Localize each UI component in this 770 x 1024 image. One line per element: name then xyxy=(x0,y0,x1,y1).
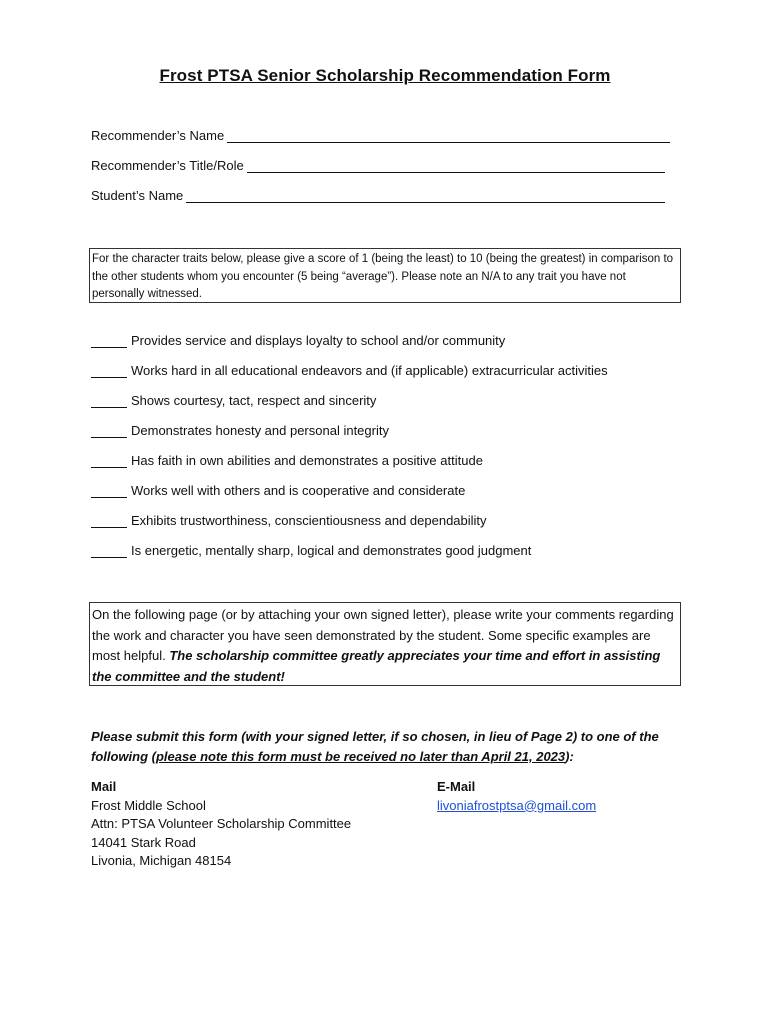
trait-row[interactable] xyxy=(91,393,376,408)
score-blank[interactable] xyxy=(91,485,127,498)
mail-line: Attn: PTSA Volunteer Scholarship Committee xyxy=(91,816,352,831)
trait-label: Works well with others and is cooperative and considerate xyxy=(131,483,466,498)
score-blank[interactable] xyxy=(91,395,127,408)
comments-box xyxy=(89,602,681,686)
instructions-box xyxy=(89,248,681,303)
recommender-name-label: Recommender’s Name xyxy=(91,128,225,143)
mail-heading: Mail xyxy=(91,779,117,794)
score-blank[interactable] xyxy=(91,365,127,378)
score-blank[interactable] xyxy=(91,425,127,438)
trait-label: Is energetic, mentally sharp, logical and demonstrates good judgment xyxy=(131,543,532,558)
score-blank[interactable] xyxy=(91,545,127,558)
trait-row[interactable] xyxy=(91,513,487,528)
submission-instructions xyxy=(91,727,691,767)
trait-row[interactable] xyxy=(91,543,531,558)
instructions-text: For the character traits below, please give a score of 1 (being the least) to 10 (being the greatest) in comparison to the other students whom you encounter (5 being “average”). Please note an N/A to any trait you have not personally witnessed. xyxy=(92,253,674,300)
mail-line: Frost Middle School xyxy=(91,797,206,813)
submit-end: ): xyxy=(565,749,574,764)
trait-label: Provides service and displays loyalty to school and/or community xyxy=(131,333,506,348)
submit-intro: Please submit this form (with your signed letter, if so chosen, in lieu of Page 2) to one of the following xyxy=(91,729,659,764)
email-block xyxy=(437,778,596,815)
email-heading: E-Mail xyxy=(437,779,476,794)
comments-emphasis: The scholarship committee greatly appreciates your time and effort in assisting the committee and the student! xyxy=(92,648,661,684)
email-link[interactable]: livoniafrostptsa@gmail.com xyxy=(437,797,597,813)
page-title: Frost PTSA Senior Scholarship Recommendation Form xyxy=(159,66,611,85)
trait-row[interactable] xyxy=(91,363,608,378)
student-name-field[interactable] xyxy=(91,188,665,203)
trait-label: Works hard in all educational endeavors and (if applicable) extracurricular activities xyxy=(131,363,608,378)
mail-line: Livonia, Michigan 48154 xyxy=(91,853,232,868)
comments-text: On the following page (or by attaching your own signed letter), please write your comments regarding the work and character you have seen demonstrated by the student. Some specific examples are most helpful. xyxy=(92,607,674,663)
trait-row[interactable] xyxy=(91,453,483,468)
recommender-title-line[interactable] xyxy=(247,160,665,173)
student-name-label: Student’s Name xyxy=(91,188,184,203)
score-blank[interactable] xyxy=(91,515,127,528)
trait-row[interactable] xyxy=(91,483,465,498)
mail-line: 14041 Stark Road xyxy=(91,834,196,850)
mail-address-block xyxy=(91,778,351,871)
trait-row[interactable] xyxy=(91,423,389,438)
recommender-title-field[interactable] xyxy=(91,158,665,173)
trait-label: Shows courtesy, tact, respect and sincerity xyxy=(131,393,377,408)
score-blank[interactable] xyxy=(91,335,127,348)
recommender-title-label: Recommender’s Title/Role xyxy=(91,158,244,173)
trait-row[interactable] xyxy=(91,333,505,348)
trait-label: Exhibits trustworthiness, conscientiousness and dependability xyxy=(131,513,487,528)
submit-deadline: (please note this form must be received no later than April 21, 2023 xyxy=(151,749,566,764)
trait-label: Has faith in own abilities and demonstrates a positive attitude xyxy=(131,453,483,468)
recommender-name-field[interactable] xyxy=(91,128,670,143)
score-blank[interactable] xyxy=(91,455,127,468)
trait-label: Demonstrates honesty and personal integrity xyxy=(131,423,389,438)
student-name-line[interactable] xyxy=(186,190,665,203)
recommender-name-line[interactable] xyxy=(227,130,670,143)
